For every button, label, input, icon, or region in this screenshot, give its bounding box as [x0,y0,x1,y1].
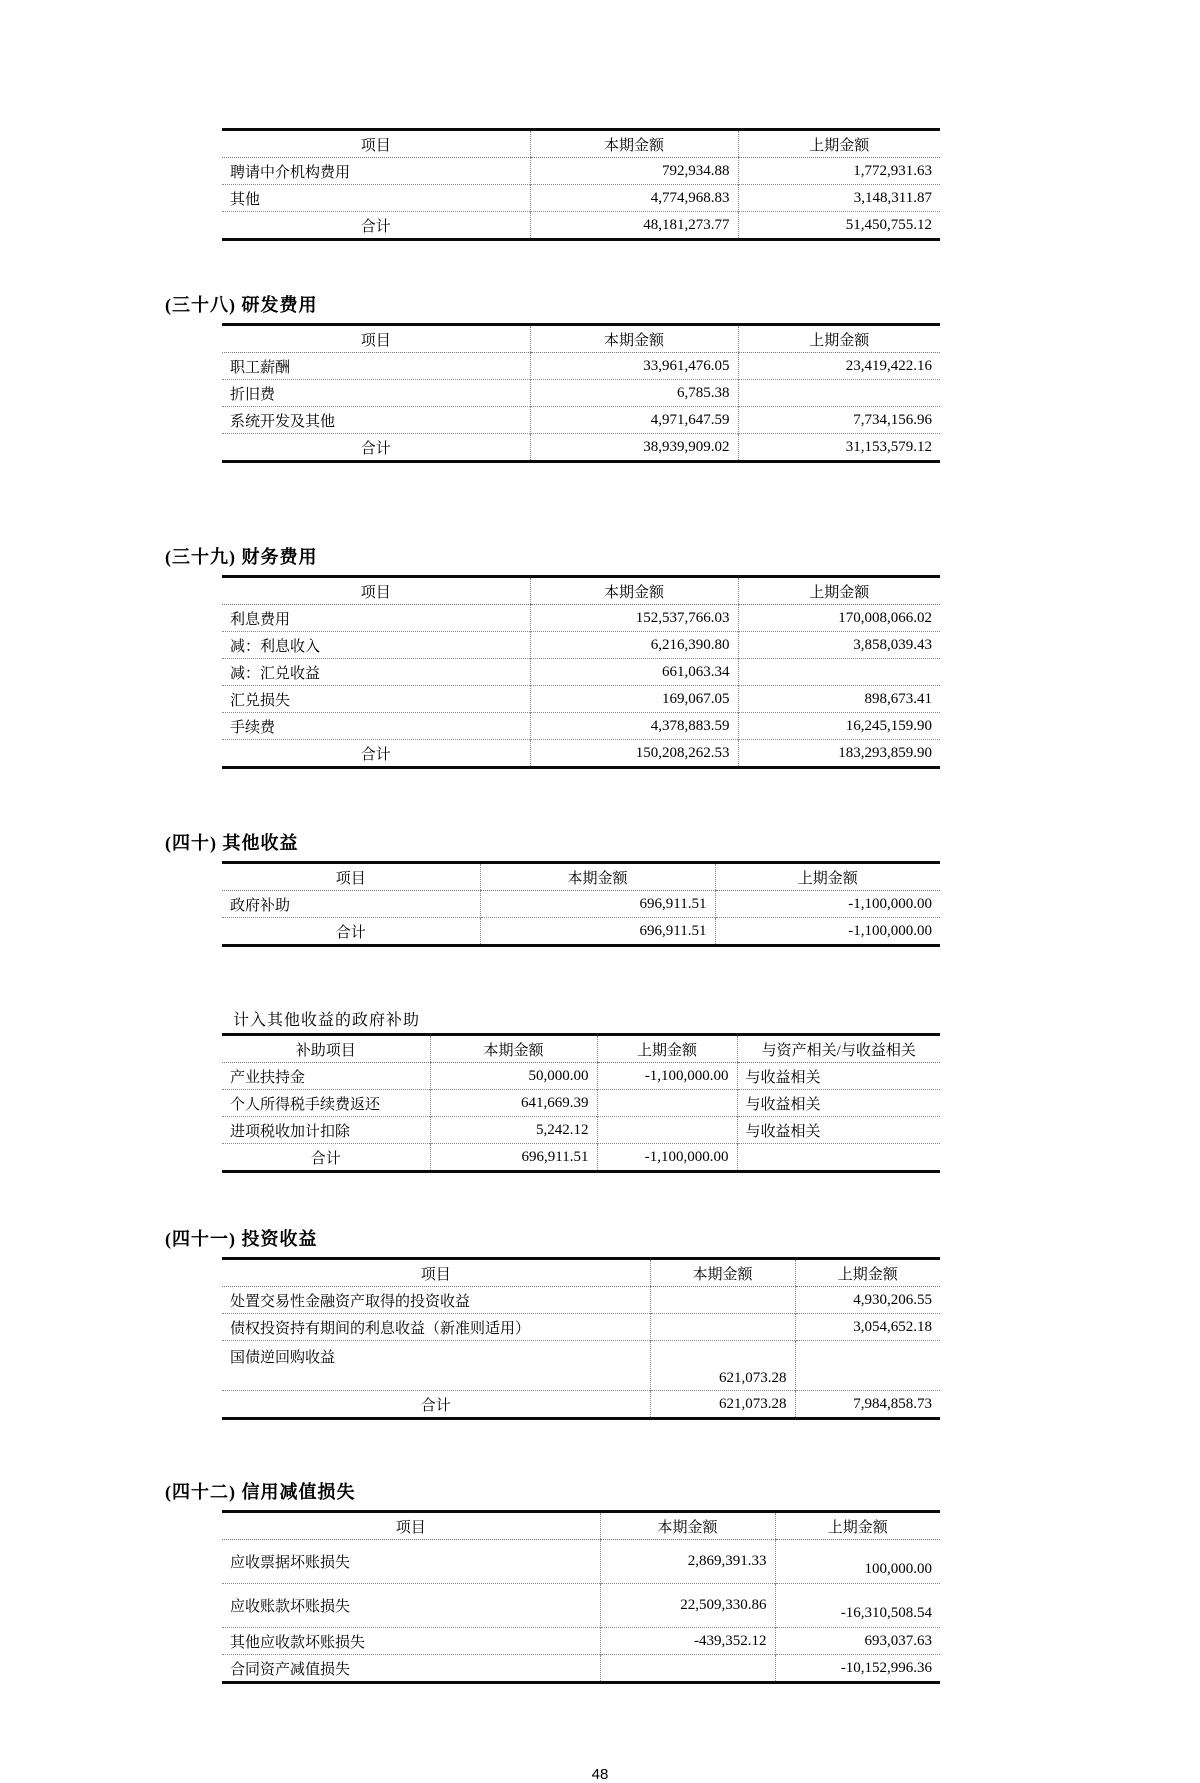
table-header-row [222,325,940,353]
cell: 职工薪酬 [230,359,291,376]
cell: 183,293,859.90 [738,740,940,768]
cell [600,1655,775,1683]
table-row [222,605,940,632]
table-row [222,185,940,212]
column-header: 本期金额 [430,1035,597,1063]
cell: 792,934.88 [530,158,738,185]
cell: 手续费 [222,713,530,740]
government-subsidy-table [222,1033,940,1173]
column-header: 项目 [222,1259,650,1287]
cell: 100,000.00 [775,1540,940,1584]
cell: 7,984,858.73 [795,1391,940,1419]
cell: 个人所得税手续费返还 [222,1090,430,1117]
cell: -1,100,000.00 [715,918,940,946]
cell: -1,100,000.00 [597,1063,737,1090]
table-header-row [222,1512,940,1540]
cell: 661,063.34 [530,659,738,686]
column-header: 本期金额 [480,863,715,891]
cell [650,1314,795,1341]
table-row [222,1628,940,1655]
column-header: 与资产相关/与收益相关 [737,1035,940,1063]
column-header: 补助项目 [222,1035,430,1063]
column-header: 项目 [222,1512,600,1540]
cell [737,1144,940,1172]
column-header: 本期金额 [650,1259,795,1287]
cell [738,380,940,407]
cell: 3,858,039.43 [738,632,940,659]
table-row [222,713,940,740]
cell: 政府补助 [230,897,291,914]
total-row [222,1144,940,1172]
cell [597,1090,737,1117]
cell: 641,669.39 [430,1090,597,1117]
cell: -1,100,000.00 [597,1144,737,1172]
cell: 聘请中介机构费用 [230,164,351,181]
cell: 48,181,273.77 [530,212,738,240]
cell: 621,073.28 [650,1341,795,1391]
cell: 合计 [222,434,530,462]
cell: 4,378,883.59 [530,713,738,740]
cell: 169,067.05 [530,686,738,713]
column-header: 上期金额 [597,1035,737,1063]
table-header-row [222,577,940,605]
cell: 与收益相关 [737,1063,940,1090]
cell: 6,216,390.80 [530,632,738,659]
cell: 减：汇兑收益 [222,659,530,686]
cell: 折旧费 [222,380,530,407]
column-header: 上期金额 [738,325,940,353]
column-header: 上期金额 [738,130,940,158]
cell: 621,073.28 [650,1391,795,1419]
cell: 减：利息收入 [222,632,530,659]
cell: 合计 [222,212,530,240]
column-header: 上期金额 [715,863,940,891]
cell: 应收账款坏账损失 [222,1584,600,1628]
cell: 利息费用 [230,611,291,628]
cell: 4,930,206.55 [795,1287,940,1314]
cell: 31,153,579.12 [738,434,940,462]
cell: 696,911.51 [480,918,715,946]
column-header: 本期金额 [530,577,738,605]
column-header: 上期金额 [738,577,940,605]
cell: 6,785.38 [530,380,738,407]
column-header: 本期金额 [530,325,738,353]
cell: 1,772,931.63 [738,158,940,185]
cell: 3,148,311.87 [738,185,940,212]
cell: 33,961,476.05 [530,353,738,380]
cell: 38,939,909.02 [530,434,738,462]
cell: 170,008,066.02 [738,605,940,632]
cell: 与收益相关 [737,1117,940,1144]
table-row [222,1090,940,1117]
cell: 合计 [222,1144,430,1172]
table-header-row [222,130,940,158]
cell: 16,245,159.90 [738,713,940,740]
column-header: 上期金额 [775,1512,940,1540]
total-row [222,1391,940,1419]
cell: 51,450,755.12 [738,212,940,240]
cell: 22,509,330.86 [600,1584,775,1628]
section-heading-39: (三十九) 财务费用 [165,547,318,567]
total-row [222,918,940,946]
credit-impairment-table [222,1510,940,1684]
section-heading-41: (四十一) 投资收益 [165,1229,318,1249]
table-header-row [222,863,940,891]
cell: 合计 [222,740,530,768]
agency-fees-table [222,128,940,241]
table-header-row [222,1035,940,1063]
cell: 7,734,156.96 [738,407,940,434]
cell: 696,911.51 [480,891,715,918]
table-header-row [222,1259,940,1287]
table-row [222,407,940,434]
cell: -439,352.12 [600,1628,775,1655]
cell: -10,152,996.36 [775,1655,940,1683]
page-number: 48 [591,1766,609,1783]
cell: 2,869,391.33 [600,1540,775,1584]
section-heading-42: (四十二) 信用减值损失 [165,1482,356,1502]
table-row [222,1117,940,1144]
cell [738,659,940,686]
cell: 其他 [222,185,530,212]
column-header: 本期金额 [600,1512,775,1540]
table-row [222,158,940,185]
column-header: 项目 [222,577,530,605]
cell: 处置交易性金融资产取得的投资收益 [230,1293,471,1310]
cell: 4,774,968.83 [530,185,738,212]
cell: 汇兑损失 [222,686,530,713]
column-header: 项目 [222,863,480,891]
total-row [222,212,940,240]
table-row [222,1314,940,1341]
column-header: 本期金额 [530,130,738,158]
cell: -16,310,508.54 [775,1584,940,1628]
cell [597,1117,737,1144]
column-header: 项目 [222,325,530,353]
column-header: 项目 [222,130,530,158]
cell: 696,911.51 [430,1144,597,1172]
table-row [222,1540,940,1584]
other-income-table [222,861,940,947]
cell: 产业扶持金 [230,1069,306,1086]
table-row [222,1655,940,1683]
table-row [222,659,940,686]
section-heading-38: (三十八) 研发费用 [165,295,318,315]
cell: 152,537,766.03 [530,605,738,632]
cell: 693,037.63 [775,1628,940,1655]
cell [795,1341,940,1391]
cell: 应收票据坏账损失 [230,1555,351,1571]
cell: 50,000.00 [430,1063,597,1090]
cell: 系统开发及其他 [222,407,530,434]
cell: 3,054,652.18 [795,1314,940,1341]
cell: 合同资产减值损失 [222,1655,600,1683]
cell: 与收益相关 [737,1090,940,1117]
table-row [222,1063,940,1090]
cell: 150,208,262.53 [530,740,738,768]
cell: 4,971,647.59 [530,407,738,434]
investment-income-table [222,1257,940,1420]
cell: 5,242.12 [430,1117,597,1144]
table-row [222,380,940,407]
cell [650,1287,795,1314]
subsection-heading-subsidy: 计入其他收益的政府补助 [233,1012,421,1029]
cell: 债权投资持有期间的利息收益（新准则适用） [222,1314,650,1341]
cell: 合计 [222,1391,650,1419]
cell: -1,100,000.00 [715,891,940,918]
section-heading-40: (四十) 其他收益 [165,833,299,853]
table-row [222,632,940,659]
table-row [222,686,940,713]
financial-expenses-table [222,575,940,769]
table-row [222,1341,940,1391]
cell: 合计 [222,918,480,946]
cell: 898,673.41 [738,686,940,713]
table-row [222,353,940,380]
table-row [222,1287,940,1314]
table-row [222,1584,940,1628]
total-row [222,740,940,768]
rd-expenses-table [222,323,940,463]
cell: 国债逆回购收益 [222,1341,650,1391]
table-row [222,891,940,918]
cell: 进项税收加计扣除 [222,1117,430,1144]
column-header: 上期金额 [795,1259,940,1287]
cell: 23,419,422.16 [738,353,940,380]
cell: 其他应收款坏账损失 [222,1628,600,1655]
total-row [222,434,940,462]
